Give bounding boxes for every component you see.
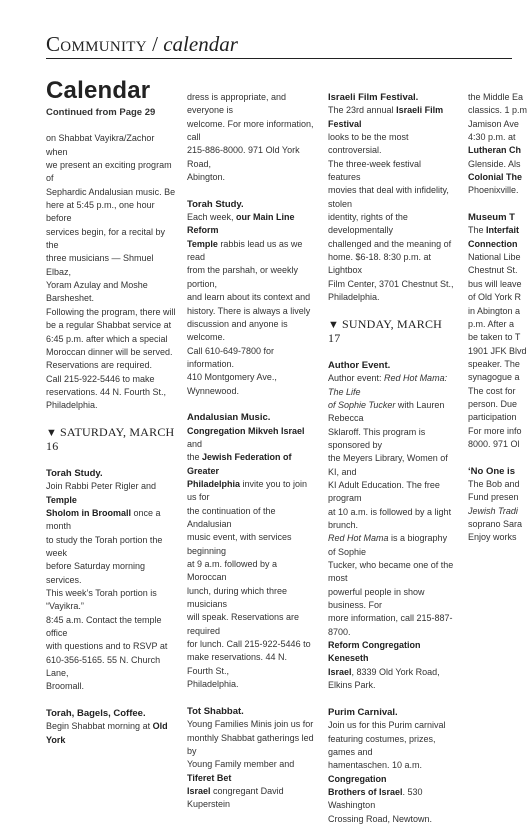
section-name: Community [46,32,147,56]
event-title: Andalusian Music. [187,412,271,424]
date-heading-saturday: ▼ SATURDAY, MARCH 16 [46,426,176,454]
event-body: Each week, our Main Line Reform Temple rabbis lead us as we read from the parshah, or weekly portion, and learn about its context and history. There is always a lively discussion and anyone is welcome. Call 610-649-7800 for information. 410 Montgomery Ave., Wynnewood. [187,212,311,396]
event-title: Torah Study. [187,198,244,210]
event-title: Israeli Film Festival. [328,92,419,103]
event-body: The 23rd annual Israeli Film Festival looks to be the most controversial. The three-week festival features movies that deal with infidelity, stolen identity, rights of the developmentally challenged and the meaning of home. $6-18. 8:30 p.m. at Lightbox Film Center, 3701 Chestnut St., Philadelphia. [328,105,454,303]
section-header [46,32,512,56]
event-title: Torah Study. [46,467,103,479]
event-body: the Middle Ea classics. 1 p.m Jamison Ave 4:30 p.m. at Lutheran Ch Glenside. Als Colonial The Phoenixville. [468,92,528,196]
header-rule [46,58,512,59]
event-body: The Bob and Fund presen Jewish Tradi soprano Sara Enjoy works [468,478,523,543]
event-body: Congregation Mikveh Israel and the Jewish Federation of Greater Philadelphia invite you to join us for the continuation of the Andalusian music event, with services beginning at 9 a.m. followed by a Moroccan lunch, during which three musicians will speak. Reservations are required for lunch. Call 215-922-5446 to make reservations. 44 N. Fourth St., Philadelphia. [187,425,311,690]
column-2 [187,78,315,810]
header-separator: / [146,32,164,56]
event-body: Join us for this Purim carnival featuring costumes, prizes, games and hamentaschen. 10 a.m. Congregation Brothers of Israel. 530 Washington Crossing Road, Newtown. [328,720,446,824]
event-body: dress is appropriate, and everyone is welcome. For more information, call 215-886-8000. 971 Old York Road, Abington. [187,92,314,183]
event-title: Torah, Bagels, Coffee. [46,708,146,720]
subsection-name: calendar [163,32,238,56]
event-title: Tot Shabbat. [187,705,244,717]
event-title: Museum T [468,212,515,224]
event-body: Author event: Red Hot Mama: The Life of Sophie Tucker with Lauren Rebecca Sklaroff. This program is sponsored by the Meyers Library, Women of KI, and KI Adult Education. The free program at 10 a.m. is followed by a light brunch. Red Hot Mama is a biography of Sophie Tucker, who became one of the most powerful people in show business. For more information, call 215-887-8700. Reform Congregation Keneseth Israel, 8339 Old York Road, Elkins Park. [328,373,454,691]
column-1 [46,77,176,745]
date-heading-sunday: ▼ SUNDAY, MARCH 17 [328,318,455,346]
event-body: The Interfait Connection National Libe Chestnut St. bus will leave of Old York R in Abington a p.m. After a be taken to T 1901 JFK Blvd speaker. The synagogue a The cost for person. Due participation For more info 8000. 971 Ol [468,225,527,449]
event-body: Join Rabbi Peter Rigler and Temple Sholom in Broomall once a month to study the Torah portion the week before Saturday morning services. This week’s Torah portion is “Vayikra.” 8:45 a.m. Contact the temple office with questions and to RSVP at 610-356-5165. 55 N. Church Lane, Broomall. [46,481,168,692]
intro-paragraph: on Shabbat Vayikra/Zachor when we present an exciting program of Sephardic Andalusian music. Be here at 5:45 p.m., one hour before services begin, for a recital by the three musicians — Shmuel Elbaz, Yoram Azulay and Moshe Barsheshet. Following the program, there will be a regular Shabbat service at 6:45 p.m. after which a special Moroccan dinner will be served. Reservations are required. Call 215-922-5446 to make reservations. 44 N. Fourth St., Philadelphia. [46,133,176,411]
event-title: Author Event. [328,359,391,371]
continued-note: Continued from Page 29 [46,107,156,118]
column-4 [468,78,528,543]
event-body: Begin Shabbat morning at Old York [46,721,168,745]
event-title: ‘No One is [468,465,515,477]
column-3 [328,78,455,824]
event-body: Young Families Minis join us for monthly Shabbat gatherings led by Young Family member and Tiferet Bet Israel congregant David Kuperstein [187,719,314,810]
event-title: Purim Carnival. [328,706,398,718]
page-title: Calendar [46,77,151,104]
